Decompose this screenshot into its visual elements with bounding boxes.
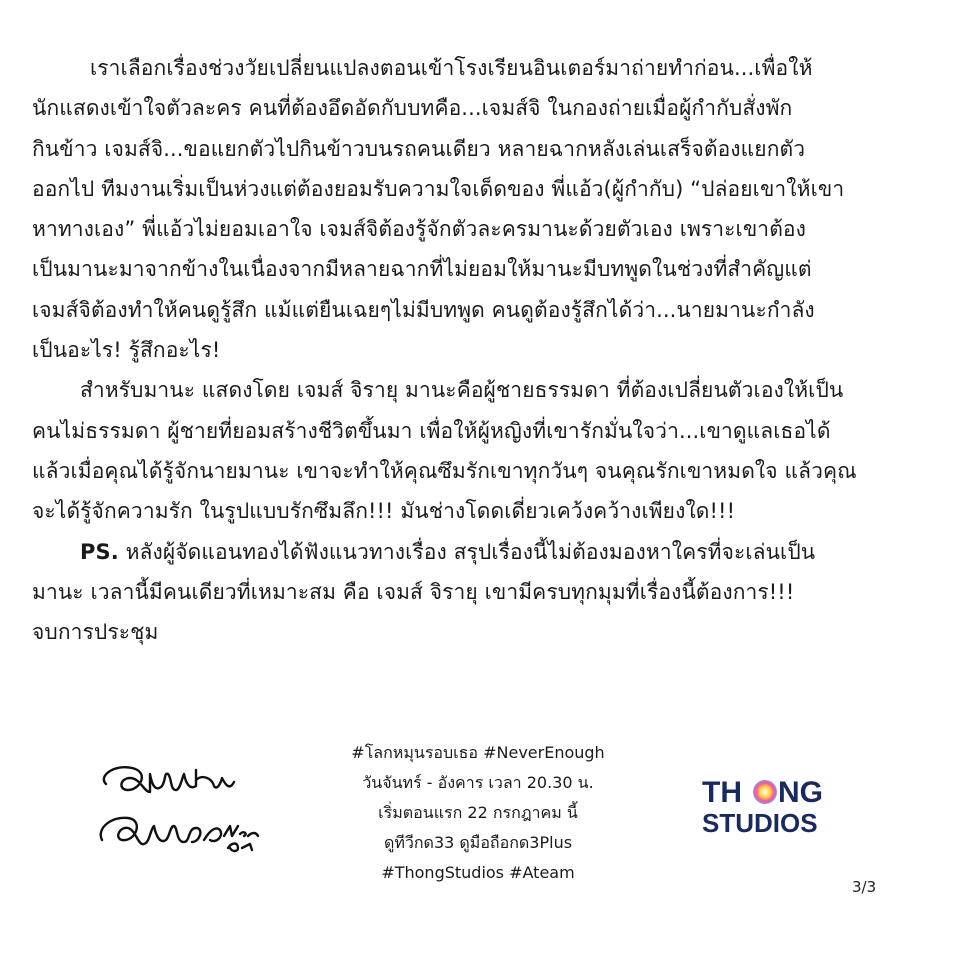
paragraph-1-line: เจมส์จิต้องทำให้คนดูรู้สึก แม้แต่ยืนเฉยๆไม่มีบทพูด คนดูต้องรู้สึกได้ว่า...นายมานะกำลัง [32,297,815,322]
paragraph-1-line: กินข้าว เจมส์จิ...ขอแยกตัวไปกินข้าวบนรถคนเดียว หลายฉากหลังเล่นเสร็จต้องแยกตัว [32,136,806,161]
brand-studios: STUDIOS [702,808,818,838]
airtime-line: วันจันทร์ - อังคาร เวลา 20.30 น. [362,773,594,792]
paragraph-1-line: เป็นอะไร! รู้สึกอะไร! [32,338,221,363]
paragraph-1-line: เป็นมานะมาจากข้างในเนื่องจากมีหลายฉากที่ไม่ยอมให้มานะมีบทพูดในช่วงที่สำคัญแต่ [32,257,812,282]
channel-line: ดูทีวีกด33 ดูมือถือกด3Plus [383,833,573,852]
ps-label: PS. [80,539,119,564]
paragraph-2-line: แล้วเมื่อคุณได้รู้จักนายมานะ เขาจะทำให้คุณซึมรักเขาทุกวันๆ จนคุณรักเขาหมดใจ แล้วคุณ [32,458,857,483]
paragraph-1-line: หาทางเอง” พี่แอ้วไม่ยอมเอาใจ เจมส์จิต้องรู้จักตัวละครมานะด้วยตัวเอง เพราะเขาต้อง [32,217,806,242]
paragraph-2-line: คนไม่ธรรมดา ผู้ชายที่ยอมสร้างชีวิตขึ้นมา เพื่อให้ผู้หญิงที่เขารักมั่นใจว่า...เขาดูแลเธอได้ [32,418,831,443]
paragraph-1-line: นักแสดงเข้าใจตัวละคร คนที่ต้องอึดอัดกับบทคือ...เจมส์จิ ในกองถ่ายเมื่อผู้กำกับสั่งพัก [32,96,793,121]
hashtag-line: #โลกหมุนรอบเธอ #NeverEnough [351,743,605,762]
ps-first-line: หลังผู้จัดแอนทองได้ฟังแนวทางเรื่อง สรุปเรื่องนี้ไม่ต้องมองหาใครที่จะเล่นเป็น [125,539,816,564]
paragraph-3-line: จบการประชุม [32,620,159,645]
paragraph-1-line: เราเลือกเรื่องช่วงวัยเปลี่ยนแปลงตอนเข้าโรงเรียนอินเตอร์มาถ่ายทำก่อน...เพื่อให้ [90,56,813,80]
thong-studios-logo [698,776,838,838]
show-credits [318,738,638,888]
paragraph-1-line: ออกไป ทีมงานเริ่มเป็นห่วงแต่ต้องยอมรับความใจเด็ดของ พี่แอ้ว(ผู้กำกับ) “ปล่อยเขาให้เขา [32,176,845,201]
brand-o-gradient [753,780,777,804]
paragraph-2-line: จะได้รู้จักความรัก ในรูปแบบรักซึมลึก!!! มันช่างโดดเดี่ยวเคว้งคว้างเพียงใด!!! [32,499,736,524]
document-body [32,48,928,652]
brand-th: TH [702,776,742,809]
show-logo [92,756,282,866]
brand-ng: NG [778,776,823,809]
studio-hashtag-line: #ThongStudios #Ateam [381,863,575,882]
page-number: 3/3 [852,878,877,896]
paragraph-2-line: สำหรับมานะ แสดงโดย เจมส์ จิรายุ มานะคือผู้ชายธรรมดา ที่ต้องเปลี่ยนตัวเองให้เป็น [80,378,844,403]
paragraph-3-line: มานะ เวลานี้มีคนเดียวที่เหมาะสม คือ เจมส์ จิรายุ เขามีครบทุกมุมที่เรื่องนี้ต้องการ!!! [32,579,795,604]
premiere-line: เริ่มตอนแรก 22 กรกฎาคม นี้ [378,803,578,822]
paragraph-3-line [32,532,928,572]
